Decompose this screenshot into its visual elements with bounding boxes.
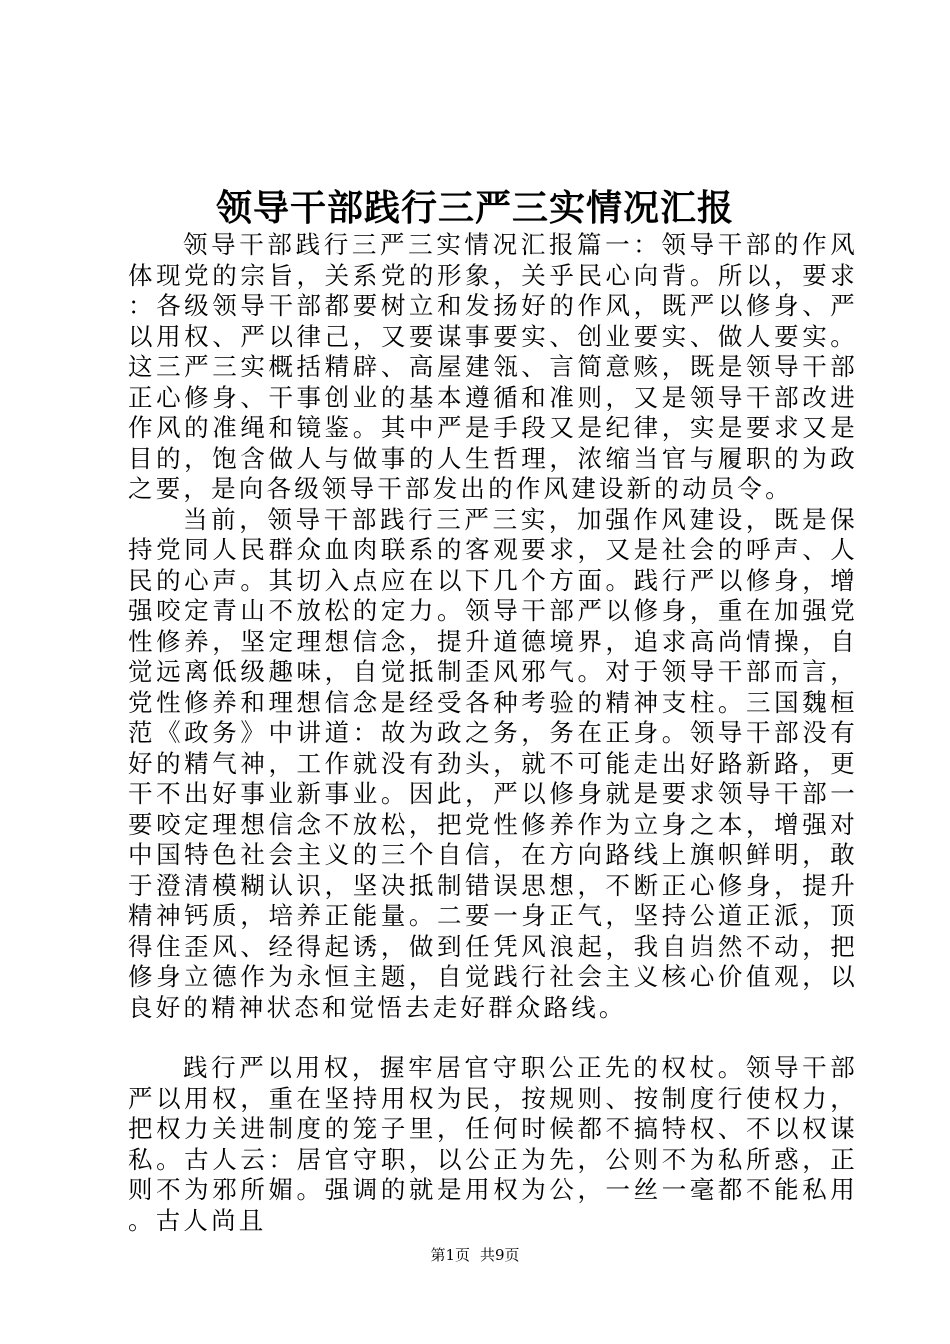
page-footer bbox=[0, 1245, 950, 1265]
document-body bbox=[128, 230, 858, 1236]
page-total: 共9页 bbox=[480, 1246, 520, 1264]
paragraph-1: 领导干部践行三严三实情况汇报篇一：领导干部的作风体现党的宗旨，关系党的形象，关乎民心向背。所以，要求：各级领导干部都要树立和发扬好的作风，既严以修身、严以用权、严以律己，又要谋事要实、创业要实、做人要实。这三严三实概括精辟、高屋建瓴、言简意赅，既是领导干部正心修身、干事创业的基本遵循和准则，又是领导干部改进作风的准绳和镜鉴。其中严是手段又是纪律，实是要求又是目的，饱含做人与做事的人生哲理，浓缩当官与履职的为政之要，是向各级领导干部发出的作风建设新的动员令。 bbox=[128, 230, 858, 503]
document-title: 领导干部践行三严三实情况汇报 bbox=[215, 187, 734, 229]
page-number: 第1页 bbox=[430, 1246, 470, 1264]
paragraph-2: 当前，领导干部践行三严三实，加强作风建设，既是保持党同人民群众血肉联系的客观要求，又是社会的呼声、人民的心声。其切入点应在以下几个方面。践行严以修身，增强咬定青山不放松的定力。领导干部严以修身，重在加强党性修养，坚定理想信念，提升道德境界，追求高尚情操，自觉远离低级趣味，自觉抵制歪风邪气。对于领导干部而言，党性修养和理想信念是经受各种考验的精神支柱。三国魏桓范《政务》中讲道：故为政之务，务在正身。领导干部没有好的精气神，工作就没有劲头，就不可能走出好路新路，更干不出好事业新事业。因此，严以修身就是要求领导干部一要咬定理想信念不放松，把党性修养作为立身之本，增强对中国特色社会主义的三个自信，在方向路线上旗帜鲜明，敢于澄清模糊认识，坚决抵制错误思想，不断正心修身，提升精神钙质，培养正能量。二要一身正气，坚持公道正派，顶得住歪风、经得起诱，做到任凭风浪起，我自岿然不动，把修身立德作为永恒主题，自觉践行社会主义核心价值观，以良好的精神状态和觉悟去走好群众路线。 bbox=[128, 504, 858, 1022]
paragraph-3: 践行严以用权，握牢居官守职公正先的权杖。领导干部严以用权，重在坚持用权为民，按规则、按制度行使权力，把权力关进制度的笼子里，任何时候都不搞特权、不以权谋私。古人云：居官守职，以公正为先，公则不为私所惑，正则不为邪所媚。强调的就是用权为公，一丝一毫都不能私用。古人尚且 bbox=[128, 1053, 858, 1235]
